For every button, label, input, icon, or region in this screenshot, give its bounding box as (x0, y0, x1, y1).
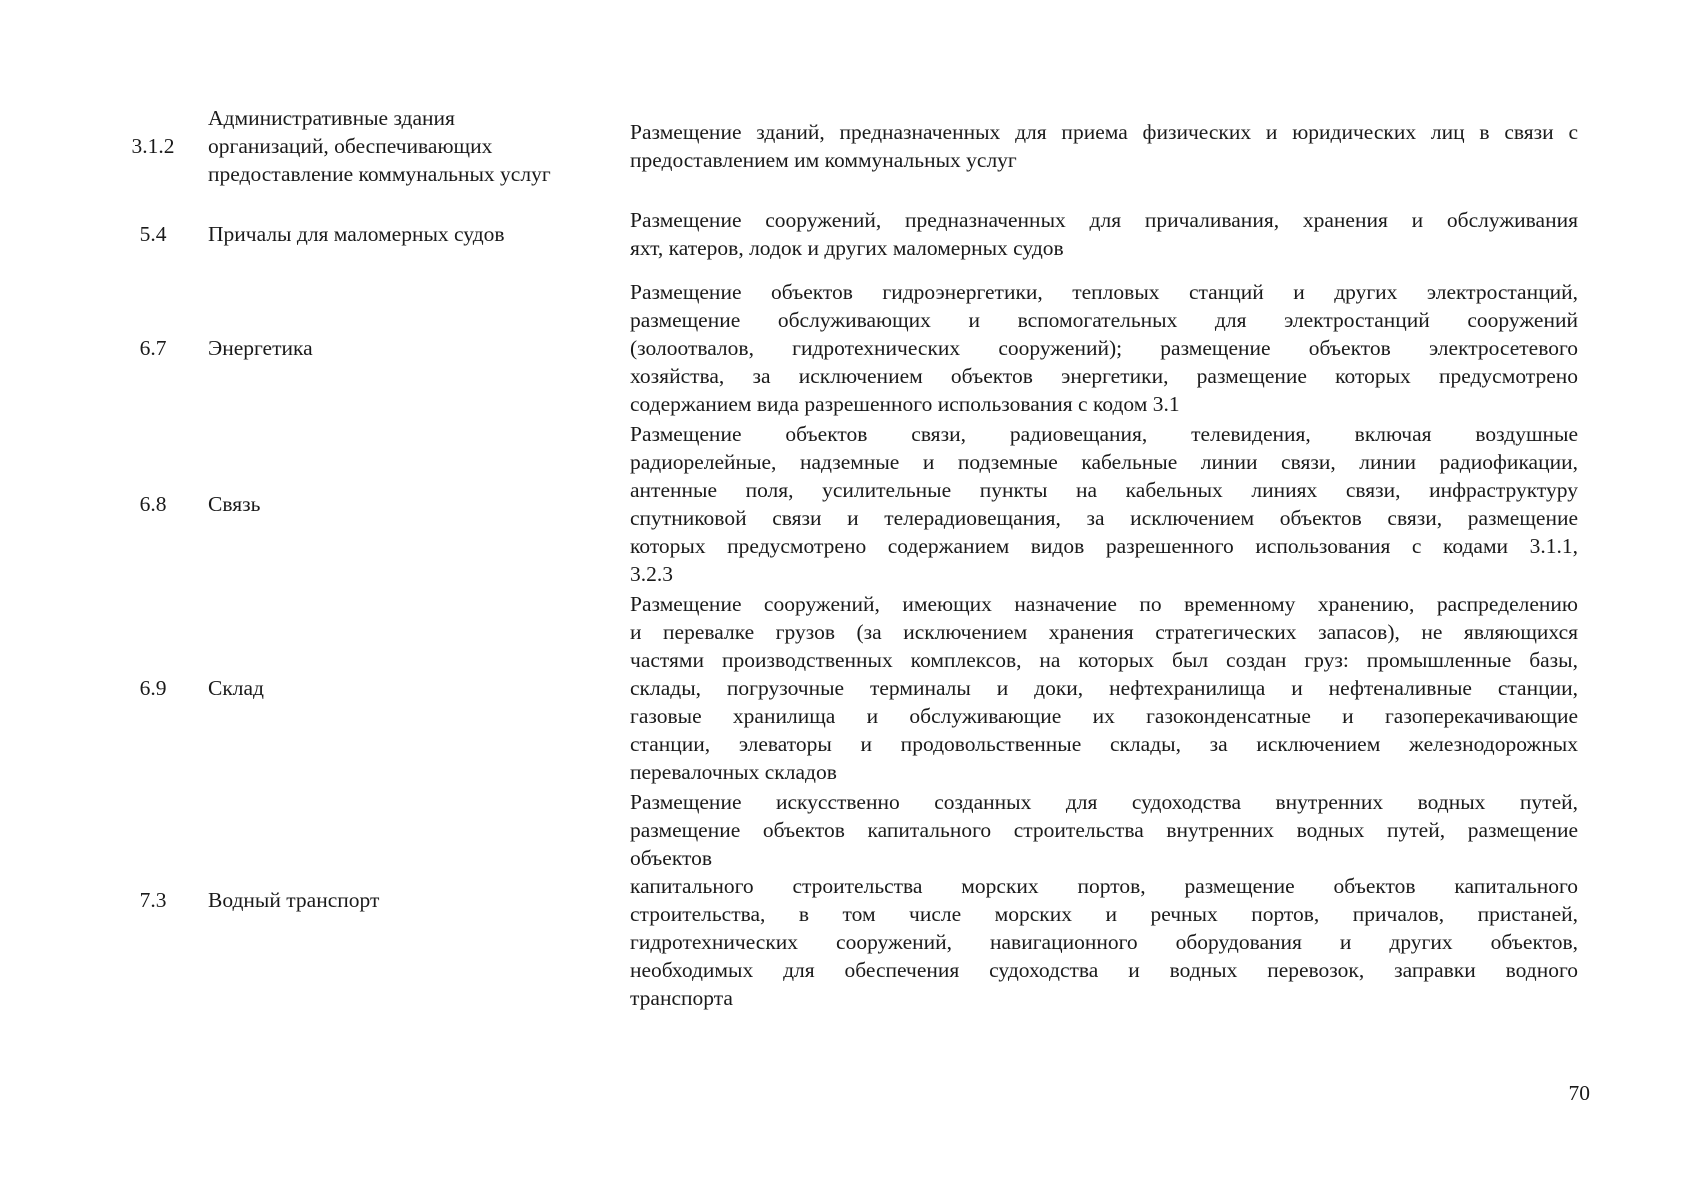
description-line: Размещение зданий, предназначенных для приема физических и юридических лиц в связи с (630, 120, 1578, 144)
description-line: объектов (630, 846, 712, 870)
row-name-line: Склад (208, 676, 264, 700)
row-name (208, 674, 608, 702)
description-line: хозяйства, за исключением объектов энергетики, размещение которых предусмотрено (630, 364, 1578, 388)
description-line: необходимых для обеспечения судоходства и водных перевозок, заправки водного (630, 958, 1578, 982)
description-line: Размещение объектов связи, радиовещания, телевидения, включая воздушные (630, 422, 1578, 446)
row-name (208, 220, 608, 248)
description-line: склады, погрузочные терминалы и доки, нефтехранилища и нефтеналивные станции, (630, 676, 1578, 700)
row-name-line: Административные здания (208, 106, 455, 130)
description-line: которых предусмотрено содержанием видов разрешенного использования с кодами 3.1.1, (630, 534, 1578, 558)
description-line: предоставлением им коммунальных услуг (630, 148, 1017, 172)
description-line: 3.2.3 (630, 562, 673, 586)
row-code: 6.9 (139, 676, 167, 700)
row-name-line: Энергетика (208, 336, 313, 360)
description-line: размещение обслуживающих и вспомогательных для электростанций сооружений (630, 308, 1578, 332)
row-name (208, 334, 608, 362)
description-line: содержанием вида разрешенного использования с кодом 3.1 (630, 392, 1180, 416)
row-code: 3.1.2 (131, 134, 175, 158)
description-line: яхт, катеров, лодок и других маломерных судов (630, 236, 1064, 260)
row-name-line: предоставление коммунальных услуг (208, 162, 551, 186)
row-description (630, 420, 1578, 588)
description-line: газовые хранилища и обслуживающие их газоконденсатные и газоперекачивающие (630, 704, 1578, 728)
row-name (208, 490, 608, 518)
description-line: Размещение объектов гидроэнергетики, тепловых станций и других электростанций, (630, 280, 1578, 304)
description-line: строительства, в том числе морских и речных портов, причалов, пристаней, (630, 902, 1578, 926)
row-description (630, 118, 1578, 174)
description-line: транспорта (630, 986, 733, 1010)
description-line: и перевалке грузов (за исключением хранения стратегических запасов), не являющихся (630, 620, 1578, 644)
description-line: антенные поля, усилительные пункты на кабельных линиях связи, инфраструктуру (630, 478, 1578, 502)
description-line: перевалочных складов (630, 760, 837, 784)
row-description (630, 206, 1578, 262)
row-description (630, 788, 1578, 1012)
description-line: радиорелейные, надземные и подземные кабельные линии связи, линии радиофикации, (630, 450, 1578, 474)
row-code: 5.4 (139, 222, 167, 246)
description-line: размещение объектов капитального строительства внутренних водных путей, размещение (630, 818, 1578, 842)
description-line: (золоотвалов, гидротехнических сооружений); размещение объектов электросетевого (630, 336, 1578, 360)
row-name-line: Водный транспорт (208, 888, 380, 912)
row-code: 6.8 (139, 492, 167, 516)
row-name-line: Причалы для маломерных судов (208, 222, 505, 246)
row-name (208, 104, 608, 188)
row-code: 7.3 (139, 888, 167, 912)
description-line: Размещение сооружений, предназначенных для причаливания, хранения и обслуживания (630, 208, 1578, 232)
description-line: капитального строительства морских портов, размещение объектов капитального (630, 874, 1578, 898)
description-line: частями производственных комплексов, на которых был создан груз: промышленные базы, (630, 648, 1578, 672)
row-description (630, 590, 1578, 786)
description-line: спутниковой связи и телерадиовещания, за исключением объектов связи, размещение (630, 506, 1578, 530)
row-name-line: Связь (208, 492, 261, 516)
page-number: 70 (1568, 1081, 1590, 1105)
row-name (208, 886, 608, 914)
row-name-line: организаций, обеспечивающих (208, 134, 493, 158)
row-code: 6.7 (139, 336, 167, 360)
row-description (630, 278, 1578, 418)
description-line: Размещение искусственно созданных для судоходства внутренних водных путей, (630, 790, 1578, 814)
description-line: станции, элеваторы и продовольственные склады, за исключением железнодорожных (630, 732, 1578, 756)
description-line: Размещение сооружений, имеющих назначение по временному хранению, распределению (630, 592, 1578, 616)
description-line: гидротехнических сооружений, навигационного оборудования и других объектов, (630, 930, 1578, 954)
